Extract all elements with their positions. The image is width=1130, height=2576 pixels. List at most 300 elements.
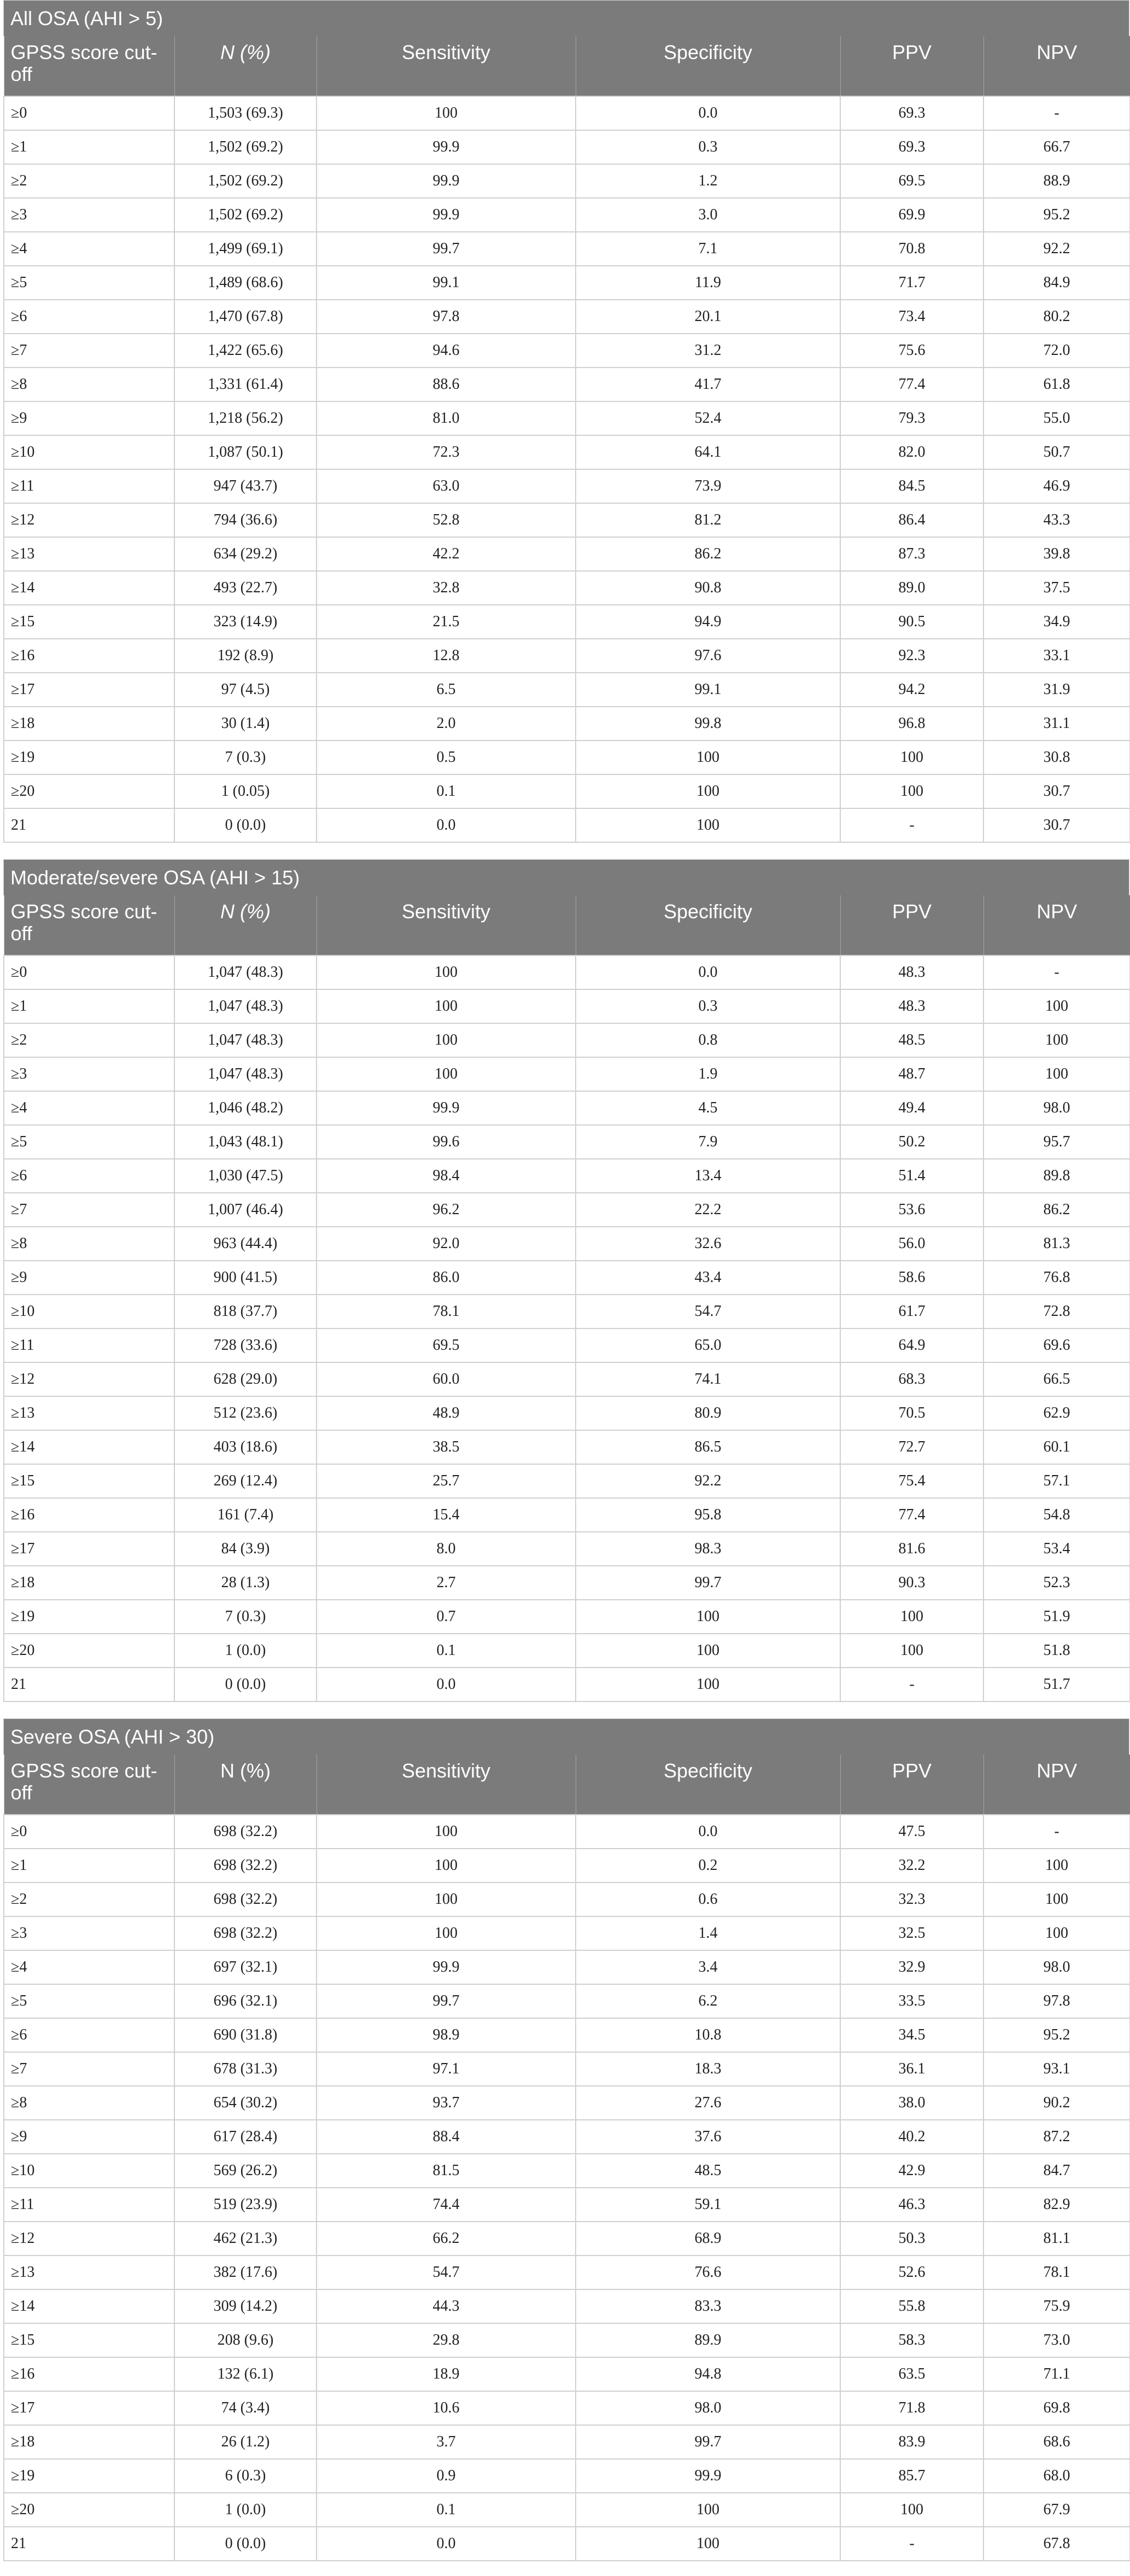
data-table xyxy=(3,1755,1130,2561)
sensitivity-cell: 18.9 xyxy=(317,2357,576,2391)
ppv-cell: 94.2 xyxy=(840,673,983,707)
n-percent-cell: 696 (32.1) xyxy=(174,1984,317,2018)
specificity-cell: 18.3 xyxy=(576,2052,840,2086)
specificity-cell: 98.0 xyxy=(576,2391,840,2425)
cutoff-cell: ≥4 xyxy=(4,1950,174,1984)
n-percent-cell: 403 (18.6) xyxy=(174,1430,317,1464)
npv-cell: 68.6 xyxy=(983,2425,1130,2459)
specificity-cell: 7.1 xyxy=(576,232,840,266)
specificity-cell: 37.6 xyxy=(576,2120,840,2154)
npv-cell: 87.2 xyxy=(983,2120,1130,2154)
table-row xyxy=(4,2154,1130,2188)
ppv-cell: 90.3 xyxy=(840,1566,983,1600)
table-row xyxy=(4,1362,1130,1396)
ppv-cell: 69.9 xyxy=(840,198,983,232)
specificity-cell: 6.2 xyxy=(576,1984,840,2018)
specificity-cell: 0.8 xyxy=(576,1023,840,1057)
cutoff-cell: ≥12 xyxy=(4,503,174,537)
table-row xyxy=(4,1261,1130,1295)
table-row xyxy=(4,1091,1130,1125)
npv-cell: 69.6 xyxy=(983,1328,1130,1362)
sensitivity-cell: 97.1 xyxy=(317,2052,576,2086)
sensitivity-cell: 44.3 xyxy=(317,2289,576,2323)
table-row xyxy=(4,198,1130,232)
sensitivity-cell: 100 xyxy=(317,1883,576,1916)
ppv-cell: 34.5 xyxy=(840,2018,983,2052)
n-percent-cell: 728 (33.6) xyxy=(174,1328,317,1362)
n-percent-cell: 690 (31.8) xyxy=(174,2018,317,2052)
n-percent-cell: 512 (23.6) xyxy=(174,1396,317,1430)
specificity-cell: 3.0 xyxy=(576,198,840,232)
sensitivity-cell: 12.8 xyxy=(317,639,576,673)
sensitivity-cell: 3.7 xyxy=(317,2425,576,2459)
table-row xyxy=(4,2188,1130,2222)
header-n-percent: N (%) xyxy=(174,895,317,955)
cutoff-cell: ≥7 xyxy=(4,2052,174,2086)
npv-cell: 95.2 xyxy=(983,198,1130,232)
specificity-cell: 80.9 xyxy=(576,1396,840,1430)
specificity-cell: 1.9 xyxy=(576,1057,840,1091)
ppv-cell: 75.4 xyxy=(840,1464,983,1498)
specificity-cell: 100 xyxy=(576,808,840,842)
cutoff-cell: ≥3 xyxy=(4,198,174,232)
specificity-cell: 83.3 xyxy=(576,2289,840,2323)
n-percent-cell: 1,422 (65.6) xyxy=(174,334,317,368)
sensitivity-cell: 100 xyxy=(317,1916,576,1950)
specificity-cell: 22.2 xyxy=(576,1193,840,1227)
sensitivity-cell: 86.0 xyxy=(317,1261,576,1295)
ppv-cell: 47.5 xyxy=(840,1815,983,1849)
sensitivity-cell: 6.5 xyxy=(317,673,576,707)
n-percent-cell: 1,047 (48.3) xyxy=(174,955,317,989)
table-row xyxy=(4,2323,1130,2357)
n-percent-cell: 654 (30.2) xyxy=(174,2086,317,2120)
npv-cell: 72.8 xyxy=(983,1295,1130,1328)
n-percent-cell: 1 (0.0) xyxy=(174,1634,317,1668)
cutoff-cell: ≥11 xyxy=(4,469,174,503)
sensitivity-cell: 69.5 xyxy=(317,1328,576,1362)
n-percent-cell: 1,043 (48.1) xyxy=(174,1125,317,1159)
cutoff-cell: ≥10 xyxy=(4,435,174,469)
cutoff-cell: ≥12 xyxy=(4,2222,174,2256)
n-percent-cell: 382 (17.6) xyxy=(174,2256,317,2289)
cutoff-cell: ≥0 xyxy=(4,96,174,130)
npv-cell: 43.3 xyxy=(983,503,1130,537)
table-row xyxy=(4,1849,1130,1883)
n-percent-cell: 192 (8.9) xyxy=(174,639,317,673)
sensitivity-cell: 81.5 xyxy=(317,2154,576,2188)
specificity-cell: 54.7 xyxy=(576,1295,840,1328)
table-row xyxy=(4,639,1130,673)
table-row xyxy=(4,1532,1130,1566)
cutoff-cell: ≥8 xyxy=(4,2086,174,2120)
npv-cell: 69.8 xyxy=(983,2391,1130,2425)
ppv-cell: 100 xyxy=(840,741,983,774)
ppv-cell: 69.3 xyxy=(840,96,983,130)
header-sensitivity: Sensitivity xyxy=(317,1755,576,1815)
table-row xyxy=(4,673,1130,707)
n-percent-cell: 1,331 (61.4) xyxy=(174,368,317,401)
cutoff-cell: ≥16 xyxy=(4,1498,174,1532)
npv-cell: 46.9 xyxy=(983,469,1130,503)
specificity-cell: 0.3 xyxy=(576,130,840,164)
n-percent-cell: 97 (4.5) xyxy=(174,673,317,707)
npv-cell: 86.2 xyxy=(983,1193,1130,1227)
n-percent-cell: 678 (31.3) xyxy=(174,2052,317,2086)
specificity-cell: 0.0 xyxy=(576,1815,840,1849)
npv-cell: 89.8 xyxy=(983,1159,1130,1193)
ppv-cell: 56.0 xyxy=(840,1227,983,1261)
sensitivity-cell: 100 xyxy=(317,955,576,989)
cutoff-cell: ≥0 xyxy=(4,1815,174,1849)
header-ppv: PPV xyxy=(840,36,983,96)
ppv-cell: 48.3 xyxy=(840,955,983,989)
npv-cell: 68.0 xyxy=(983,2459,1130,2493)
specificity-cell: 86.2 xyxy=(576,537,840,571)
ppv-cell: 87.3 xyxy=(840,537,983,571)
table-row xyxy=(4,1023,1130,1057)
ppv-cell: 55.8 xyxy=(840,2289,983,2323)
n-percent-cell: 947 (43.7) xyxy=(174,469,317,503)
cutoff-cell: ≥11 xyxy=(4,1328,174,1362)
cutoff-cell: 21 xyxy=(4,808,174,842)
specificity-cell: 100 xyxy=(576,2527,840,2561)
cutoff-cell: ≥1 xyxy=(4,989,174,1023)
ppv-cell: - xyxy=(840,1668,983,1701)
table-row xyxy=(4,537,1130,571)
npv-cell: 97.8 xyxy=(983,1984,1130,2018)
table-row xyxy=(4,2222,1130,2256)
header-n-percent: N (%) xyxy=(174,1755,317,1815)
table-row xyxy=(4,808,1130,842)
sensitivity-cell: 0.1 xyxy=(317,1634,576,1668)
cutoff-cell: ≥17 xyxy=(4,673,174,707)
cutoff-cell: ≥4 xyxy=(4,1091,174,1125)
cutoff-cell: ≥6 xyxy=(4,2018,174,2052)
sensitivity-cell: 100 xyxy=(317,1815,576,1849)
sensitivity-cell: 98.4 xyxy=(317,1159,576,1193)
sensitivity-cell: 21.5 xyxy=(317,605,576,639)
table-row xyxy=(4,1566,1130,1600)
npv-cell: 100 xyxy=(983,1916,1130,1950)
sensitivity-cell: 93.7 xyxy=(317,2086,576,2120)
specificity-cell: 59.1 xyxy=(576,2188,840,2222)
n-percent-cell: 1,499 (69.1) xyxy=(174,232,317,266)
table-row xyxy=(4,1396,1130,1430)
sensitivity-cell: 100 xyxy=(317,1849,576,1883)
ppv-cell: 32.5 xyxy=(840,1916,983,1950)
ppv-cell: 32.2 xyxy=(840,1849,983,1883)
ppv-cell: 40.2 xyxy=(840,2120,983,2154)
specificity-cell: 11.9 xyxy=(576,266,840,300)
specificity-cell: 86.5 xyxy=(576,1430,840,1464)
n-percent-cell: 1,047 (48.3) xyxy=(174,1057,317,1091)
table-row xyxy=(4,1328,1130,1362)
n-percent-cell: 1,502 (69.2) xyxy=(174,130,317,164)
specificity-cell: 1.4 xyxy=(576,1916,840,1950)
npv-cell: 52.3 xyxy=(983,1566,1130,1600)
n-percent-cell: 1,502 (69.2) xyxy=(174,164,317,198)
table-row xyxy=(4,368,1130,401)
ppv-cell: 79.3 xyxy=(840,401,983,435)
n-percent-cell: 634 (29.2) xyxy=(174,537,317,571)
n-percent-cell: 697 (32.1) xyxy=(174,1950,317,1984)
ppv-cell: 70.5 xyxy=(840,1396,983,1430)
npv-cell: 66.7 xyxy=(983,130,1130,164)
ppv-cell: 75.6 xyxy=(840,334,983,368)
ppv-cell: 48.7 xyxy=(840,1057,983,1091)
specificity-cell: 4.5 xyxy=(576,1091,840,1125)
n-percent-cell: 1,047 (48.3) xyxy=(174,1023,317,1057)
n-percent-cell: 161 (7.4) xyxy=(174,1498,317,1532)
specificity-cell: 100 xyxy=(576,741,840,774)
specificity-cell: 90.8 xyxy=(576,571,840,605)
table-row xyxy=(4,1193,1130,1227)
specificity-cell: 0.0 xyxy=(576,955,840,989)
ppv-cell: 90.5 xyxy=(840,605,983,639)
cutoff-cell: ≥16 xyxy=(4,2357,174,2391)
table-row xyxy=(4,1634,1130,1668)
specificity-cell: 13.4 xyxy=(576,1159,840,1193)
table-row xyxy=(4,401,1130,435)
npv-cell: 75.9 xyxy=(983,2289,1130,2323)
npv-cell: 84.7 xyxy=(983,2154,1130,2188)
cutoff-cell: ≥19 xyxy=(4,2459,174,2493)
ppv-cell: 71.7 xyxy=(840,266,983,300)
table-row xyxy=(4,1815,1130,1849)
ppv-cell: 100 xyxy=(840,1600,983,1634)
specificity-cell: 27.6 xyxy=(576,2086,840,2120)
cutoff-cell: ≥18 xyxy=(4,1566,174,1600)
n-percent-cell: 208 (9.6) xyxy=(174,2323,317,2357)
npv-cell: 100 xyxy=(983,1883,1130,1916)
section-title: Severe OSA (AHI > 30) xyxy=(3,1718,1129,1755)
table-section xyxy=(3,859,1129,1702)
npv-cell: 84.9 xyxy=(983,266,1130,300)
npv-cell: 92.2 xyxy=(983,232,1130,266)
table-row xyxy=(4,1498,1130,1532)
header-sensitivity: Sensitivity xyxy=(317,36,576,96)
specificity-cell: 1.2 xyxy=(576,164,840,198)
npv-cell: 53.4 xyxy=(983,1532,1130,1566)
ppv-cell: 82.0 xyxy=(840,435,983,469)
header-cutoff: GPSS score cut-off xyxy=(4,36,174,96)
n-percent-cell: 30 (1.4) xyxy=(174,707,317,741)
n-percent-cell: 84 (3.9) xyxy=(174,1532,317,1566)
cutoff-cell: ≥17 xyxy=(4,1532,174,1566)
specificity-cell: 95.8 xyxy=(576,1498,840,1532)
table-row xyxy=(4,707,1130,741)
ppv-cell: 38.0 xyxy=(840,2086,983,2120)
header-npv: NPV xyxy=(983,895,1130,955)
cutoff-cell: ≥0 xyxy=(4,955,174,989)
npv-cell: 31.1 xyxy=(983,707,1130,741)
n-percent-cell: 963 (44.4) xyxy=(174,1227,317,1261)
table-row xyxy=(4,1668,1130,1701)
n-percent-cell: 1,503 (69.3) xyxy=(174,96,317,130)
specificity-cell: 99.1 xyxy=(576,673,840,707)
cutoff-cell: ≥13 xyxy=(4,1396,174,1430)
specificity-cell: 99.7 xyxy=(576,2425,840,2459)
npv-cell: 61.8 xyxy=(983,368,1130,401)
sensitivity-cell: 81.0 xyxy=(317,401,576,435)
table-row xyxy=(4,164,1130,198)
npv-cell: 73.0 xyxy=(983,2323,1130,2357)
cutoff-cell: ≥15 xyxy=(4,1464,174,1498)
specificity-cell: 65.0 xyxy=(576,1328,840,1362)
cutoff-cell: ≥6 xyxy=(4,1159,174,1193)
cutoff-cell: ≥8 xyxy=(4,1227,174,1261)
sensitivity-cell: 66.2 xyxy=(317,2222,576,2256)
table-row xyxy=(4,605,1130,639)
sensitivity-cell: 0.0 xyxy=(317,1668,576,1701)
sensitivity-cell: 99.9 xyxy=(317,198,576,232)
table-row xyxy=(4,955,1130,989)
sensitivity-cell: 48.9 xyxy=(317,1396,576,1430)
cutoff-cell: ≥2 xyxy=(4,164,174,198)
sensitivity-cell: 99.7 xyxy=(317,1984,576,2018)
table-section xyxy=(3,1718,1129,2561)
npv-cell: 95.7 xyxy=(983,1125,1130,1159)
npv-cell: 33.1 xyxy=(983,639,1130,673)
header-npv: NPV xyxy=(983,36,1130,96)
cutoff-cell: ≥3 xyxy=(4,1916,174,1950)
cutoff-cell: ≥8 xyxy=(4,368,174,401)
npv-cell: 98.0 xyxy=(983,1091,1130,1125)
table-row xyxy=(4,571,1130,605)
npv-cell: 78.1 xyxy=(983,2256,1130,2289)
specificity-cell: 0.0 xyxy=(576,96,840,130)
sensitivity-cell: 100 xyxy=(317,96,576,130)
table-row xyxy=(4,1125,1130,1159)
sensitivity-cell: 99.9 xyxy=(317,130,576,164)
specificity-cell: 99.8 xyxy=(576,707,840,741)
npv-cell: 100 xyxy=(983,989,1130,1023)
sensitivity-cell: 10.6 xyxy=(317,2391,576,2425)
n-percent-cell: 1,502 (69.2) xyxy=(174,198,317,232)
n-percent-cell: 28 (1.3) xyxy=(174,1566,317,1600)
table-row xyxy=(4,1464,1130,1498)
cutoff-cell: ≥18 xyxy=(4,2425,174,2459)
header-row xyxy=(4,36,1130,96)
npv-cell: 31.9 xyxy=(983,673,1130,707)
table-row xyxy=(4,2527,1130,2561)
table-row xyxy=(4,1916,1130,1950)
npv-cell: 98.0 xyxy=(983,1950,1130,1984)
npv-cell: 30.8 xyxy=(983,741,1130,774)
n-percent-cell: 794 (36.6) xyxy=(174,503,317,537)
table-row xyxy=(4,1430,1130,1464)
cutoff-cell: ≥2 xyxy=(4,1023,174,1057)
ppv-cell: - xyxy=(840,808,983,842)
sensitivity-cell: 2.0 xyxy=(317,707,576,741)
npv-cell: 39.8 xyxy=(983,537,1130,571)
ppv-cell: 81.6 xyxy=(840,1532,983,1566)
table-section xyxy=(3,0,1129,843)
sensitivity-cell: 100 xyxy=(317,1057,576,1091)
specificity-cell: 0.2 xyxy=(576,1849,840,1883)
npv-cell: 81.3 xyxy=(983,1227,1130,1261)
header-specificity: Specificity xyxy=(576,36,840,96)
table-row xyxy=(4,2357,1130,2391)
ppv-cell: 77.4 xyxy=(840,1498,983,1532)
ppv-cell: 89.0 xyxy=(840,571,983,605)
npv-cell: 62.9 xyxy=(983,1396,1130,1430)
cutoff-cell: ≥19 xyxy=(4,1600,174,1634)
npv-cell: 100 xyxy=(983,1023,1130,1057)
sensitivity-cell: 88.6 xyxy=(317,368,576,401)
table-row xyxy=(4,1600,1130,1634)
cutoff-cell: ≥19 xyxy=(4,741,174,774)
cutoff-cell: ≥18 xyxy=(4,707,174,741)
header-npv: NPV xyxy=(983,1755,1130,1815)
sensitivity-cell: 15.4 xyxy=(317,1498,576,1532)
ppv-cell: 73.4 xyxy=(840,300,983,334)
cutoff-cell: ≥5 xyxy=(4,1984,174,2018)
results-tables xyxy=(3,0,1129,2561)
sensitivity-cell: 38.5 xyxy=(317,1430,576,1464)
specificity-cell: 97.6 xyxy=(576,639,840,673)
n-percent-cell: 900 (41.5) xyxy=(174,1261,317,1295)
specificity-cell: 94.9 xyxy=(576,605,840,639)
ppv-cell: 85.7 xyxy=(840,2459,983,2493)
npv-cell: 76.8 xyxy=(983,1261,1130,1295)
header-specificity: Specificity xyxy=(576,895,840,955)
specificity-cell: 31.2 xyxy=(576,334,840,368)
sensitivity-cell: 99.9 xyxy=(317,1091,576,1125)
ppv-cell: 77.4 xyxy=(840,368,983,401)
n-percent-cell: 462 (21.3) xyxy=(174,2222,317,2256)
sensitivity-cell: 99.6 xyxy=(317,1125,576,1159)
ppv-cell: 70.8 xyxy=(840,232,983,266)
ppv-cell: 92.3 xyxy=(840,639,983,673)
ppv-cell: 69.5 xyxy=(840,164,983,198)
specificity-cell: 100 xyxy=(576,2493,840,2527)
cutoff-cell: ≥14 xyxy=(4,571,174,605)
sensitivity-cell: 0.1 xyxy=(317,774,576,808)
sensitivity-cell: 0.5 xyxy=(317,741,576,774)
table-row xyxy=(4,2425,1130,2459)
n-percent-cell: 74 (3.4) xyxy=(174,2391,317,2425)
sensitivity-cell: 99.7 xyxy=(317,232,576,266)
table-row xyxy=(4,96,1130,130)
npv-cell: 54.8 xyxy=(983,1498,1130,1532)
ppv-cell: 71.8 xyxy=(840,2391,983,2425)
sensitivity-cell: 54.7 xyxy=(317,2256,576,2289)
specificity-cell: 99.7 xyxy=(576,1566,840,1600)
n-percent-cell: 1,087 (50.1) xyxy=(174,435,317,469)
ppv-cell: - xyxy=(840,2527,983,2561)
cutoff-cell: ≥7 xyxy=(4,334,174,368)
n-percent-cell: 7 (0.3) xyxy=(174,1600,317,1634)
specificity-cell: 73.9 xyxy=(576,469,840,503)
section-title: All OSA (AHI > 5) xyxy=(3,0,1129,36)
table-row xyxy=(4,2018,1130,2052)
specificity-cell: 0.6 xyxy=(576,1883,840,1916)
specificity-cell: 74.1 xyxy=(576,1362,840,1396)
n-percent-cell: 1,030 (47.5) xyxy=(174,1159,317,1193)
cutoff-cell: ≥3 xyxy=(4,1057,174,1091)
sensitivity-cell: 99.9 xyxy=(317,164,576,198)
table-row xyxy=(4,334,1130,368)
header-ppv: PPV xyxy=(840,895,983,955)
sensitivity-cell: 100 xyxy=(317,989,576,1023)
cutoff-cell: ≥7 xyxy=(4,1193,174,1227)
npv-cell: 71.1 xyxy=(983,2357,1130,2391)
table-row xyxy=(4,266,1130,300)
npv-cell: 100 xyxy=(983,1057,1130,1091)
specificity-cell: 52.4 xyxy=(576,401,840,435)
